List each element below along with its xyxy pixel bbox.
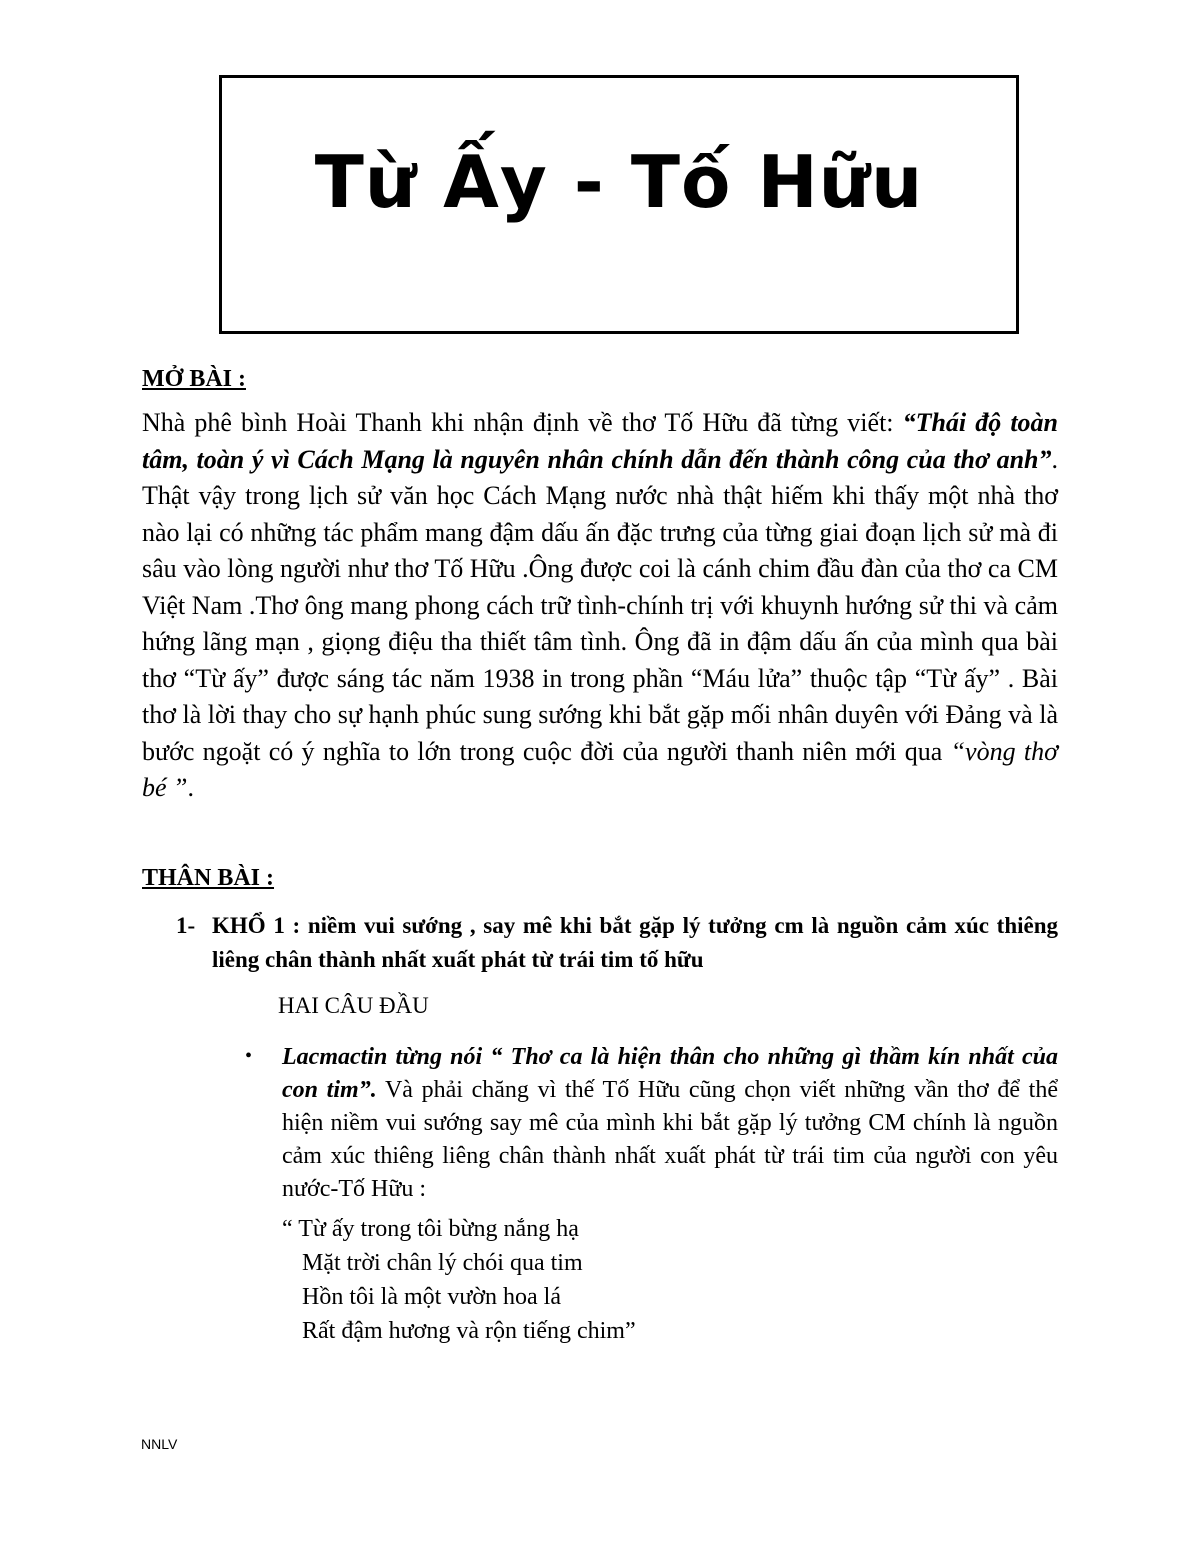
- hai-cau-dau-subheading: HAI CÂU ĐẦU: [278, 993, 429, 1018]
- document-title: Từ Ấy - Tố Hữu: [314, 140, 924, 224]
- mo-bai-heading: MỞ BÀI :: [142, 366, 246, 392]
- mo-bai-intro: Nhà phê bình Hoài Thanh khi nhận định về thơ Tố Hữu đã từng viết:: [142, 408, 903, 437]
- poem-line-4: Rất đậm hương và rộn tiếng chim”: [302, 1318, 636, 1344]
- title-box: [219, 75, 1019, 334]
- footer-label: NNLV: [141, 1436, 178, 1452]
- poem-line-1: “ Từ ấy trong tôi bừng nắng hạ: [282, 1216, 579, 1242]
- mo-bai-paragraph: [142, 405, 1058, 807]
- poem-line-3: Hồn tôi là một vườn hoa lá: [302, 1284, 561, 1310]
- than-bai-heading: THÂN BÀI :: [142, 865, 275, 891]
- mo-bai-end: .: [187, 773, 194, 802]
- bullet-body: Và phải chăng vì thế Tố Hữu cũng chọn viết những vần thơ để thể hiện niềm vui sướng say mê của mình khi bắt gặp lý tưởng CM chính là nguồn cảm xúc thiêng liêng chân thành nhất xuất phát từ trái tim của người con yêu nước-Tố Hữu :: [282, 1077, 1059, 1202]
- kho-1-number: 1-: [176, 913, 196, 938]
- lacmactin-quote: Lacmactin từng nói “ Thơ ca là hiện thân cho những gì thầm kín nhất của con tim”.: [282, 1044, 1058, 1103]
- poem-line-2: Mặt trời chân lý chói qua tim: [302, 1250, 583, 1276]
- kho-1-item: [176, 909, 1058, 977]
- mo-bai-body: . Thật vậy trong lịch sử văn học Cách Mạng nước nhà thật hiếm khi thấy một nhà thơ nào lại có những tác phẩm mang đậm dấu ấn đặc trưng của từng giai đoạn lịch sử mà đi sâu vào lòng người như thơ Tố Hữu .Ông được coi là cánh chim đầu đàn của thơ ca CM Việt Nam .Thơ ông mang phong cách trữ tình-chính trị với khuynh hướng sử thi và cảm hứng lãng mạn , giọng điệu tha thiết tâm tình. Ông đã in đậm dấu ấn của mình qua bài thơ “Từ ấy” được sáng tác năm 1938 in trong phần “Máu lửa” thuộc tập “Từ ấy” . Bài thơ là lời thay cho sự hạnh phúc sung sướng khi bắt gặp mối nhân duyên với Đảng và là bước ngoặt có ý nghĩa to lớn trong cuộc đời của người thanh niên mới qua: [142, 444, 1058, 766]
- kho-1-text: KHỔ 1 : niềm vui sướng , say mê khi bắt gặp lý tưởng cm là nguồn cảm xúc thiêng liêng chân thành nhất xuất phát từ trái tim tố hữu: [212, 913, 1058, 972]
- hoai-thanh-quote: “Thái độ toàn tâm, toàn ý vì Cách Mạng là nguyên nhân chính dẫn đến thành công của thơ anh”: [142, 408, 1058, 474]
- bullet-icon: •: [245, 1045, 253, 1067]
- bullet-paragraph: [282, 1041, 1058, 1206]
- vong-tho-be-quote: “vòng thơ bé ”: [142, 736, 1058, 802]
- poem-excerpt: [282, 1212, 636, 1348]
